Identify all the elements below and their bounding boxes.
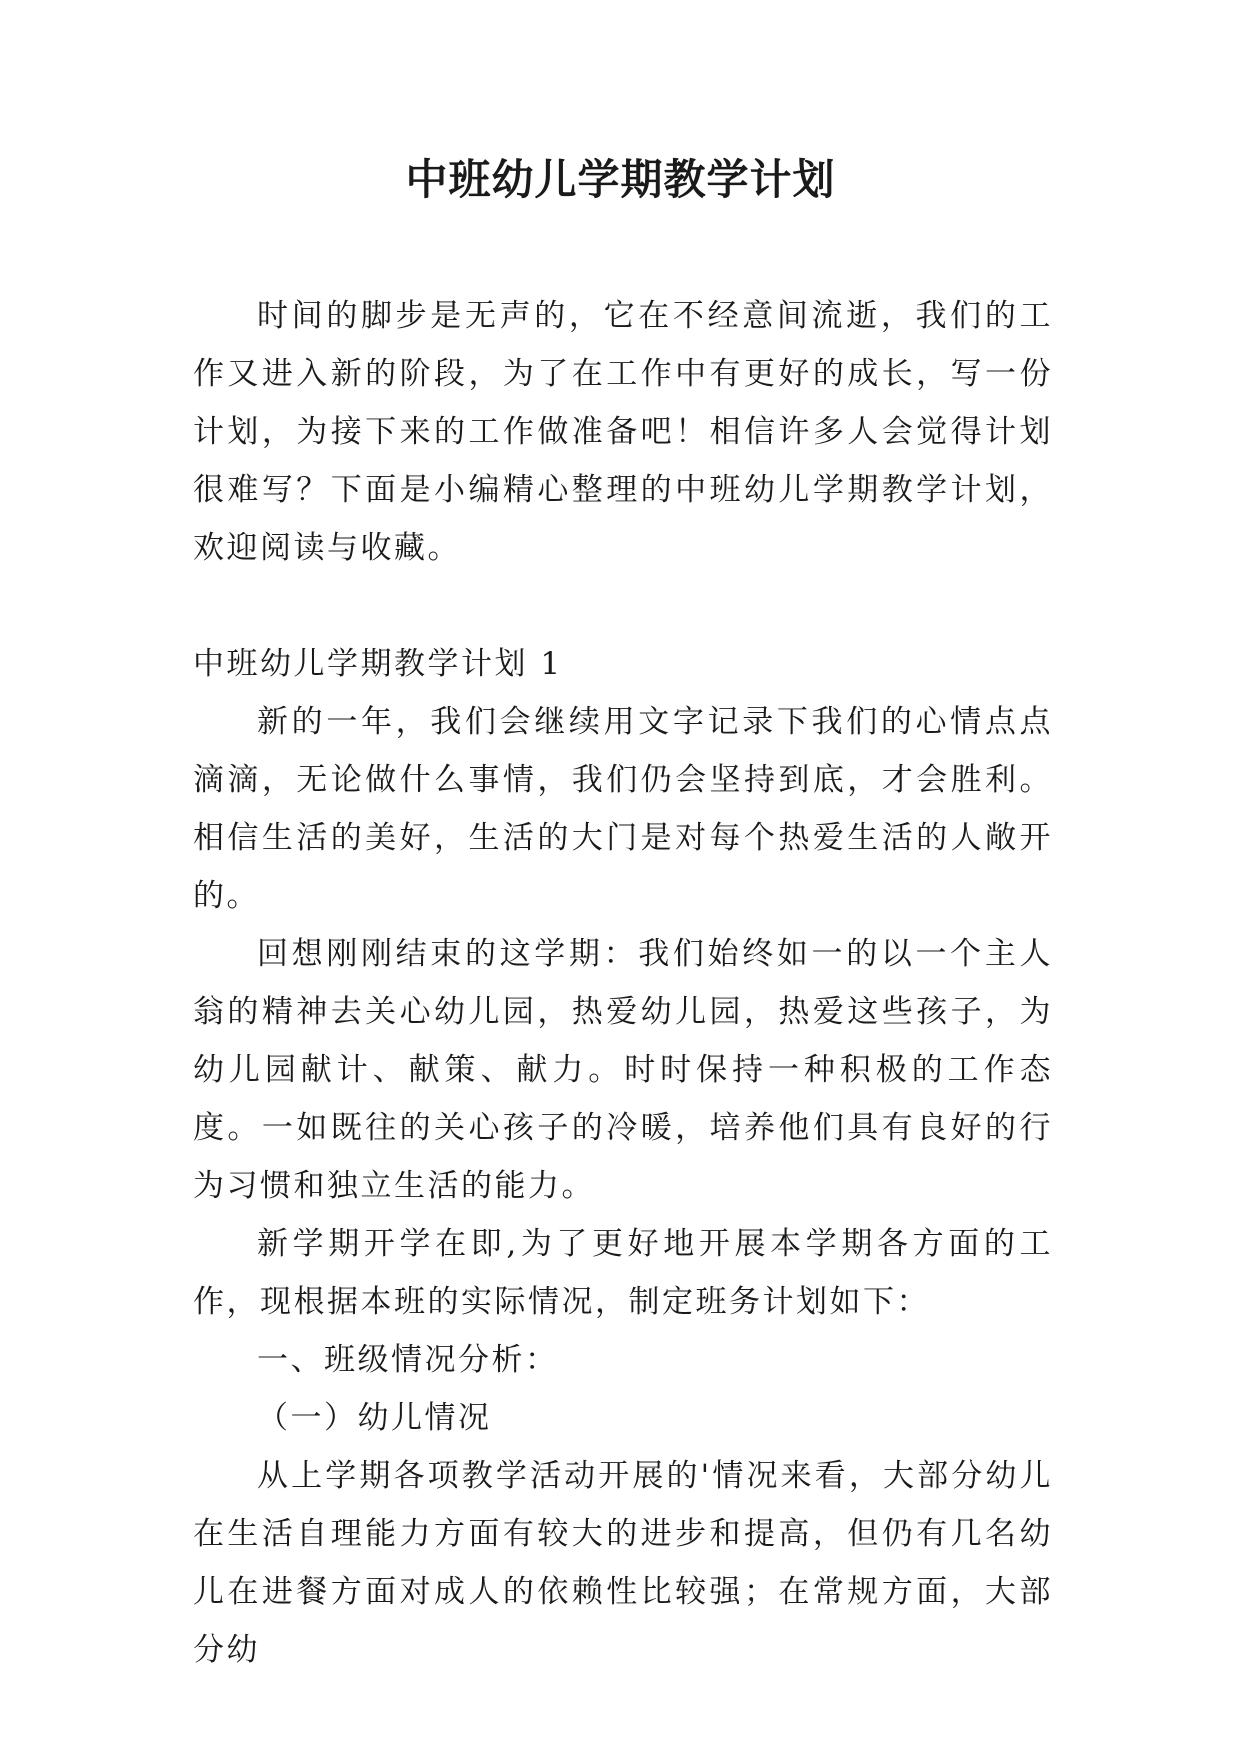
document-title: 中班幼儿学期教学计划 — [405, 155, 836, 204]
subheading: （一）幼儿情况 — [257, 1400, 492, 1436]
body-paragraph: 回想刚刚结束的这学期：我们始终如一的以一个主人翁的精神去关心幼儿园，热爱幼儿园，热爱这些孩子，为幼儿园献计、献策、献力。时时保持一种积极的工作态度。一如既往的关心孩子的冷暖，培养他们具有良好的行为习惯和独立生活的能力。 — [193, 936, 1053, 1204]
body-paragraph: 从上学期各项教学活动开展的'情况来看，大部分幼儿在生活自理能力方面有较大的进步和提高，但仍有几名幼儿在进餐方面对成人的依赖性比较强；在常规方面，大部分幼 — [193, 1458, 1053, 1668]
intro-paragraph: 时间的脚步是无声的，它在不经意间流逝，我们的工作又进入新的阶段，为了在工作中有更好的成长，写一份计划，为接下来的工作做准备吧！相信许多人会觉得计划很难写？下面是小编精心整理的中班幼儿学期教学计划，欢迎阅读与收藏。 — [193, 298, 1053, 566]
body-paragraph: 新的一年，我们会继续用文字记录下我们的心情点点滴滴，无论做什么事情，我们仍会坚持到底，才会胜利。相信生活的美好，生活的大门是对每个热爱生活的人敞开的。 — [193, 704, 1053, 914]
body-paragraph: 新学期开学在即,为了更好地开展本学期各方面的工作，现根据本班的实际情况，制定班务计划如下： — [193, 1226, 1053, 1320]
section-heading: 中班幼儿学期教学计划 1 — [193, 646, 563, 682]
subheading: 一、班级情况分析： — [257, 1342, 559, 1378]
document-body — [193, 287, 1053, 1679]
